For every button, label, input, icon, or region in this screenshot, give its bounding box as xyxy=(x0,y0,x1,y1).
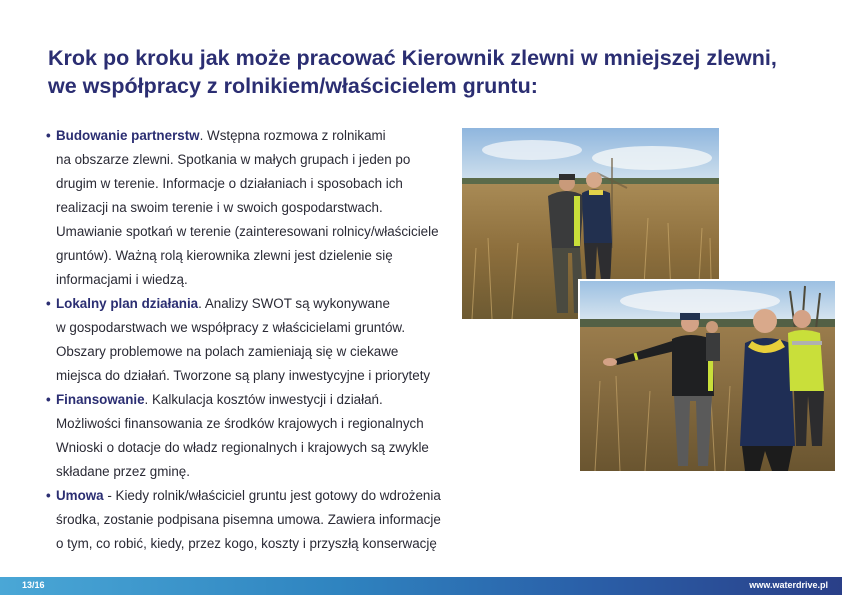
bullet-first-line xyxy=(56,484,466,508)
bullet-line: w gospodarstwach we współpracy z właścicielami gruntów. xyxy=(56,320,406,335)
bullet-financing xyxy=(46,388,466,484)
bullet-line: Obszary problemowe na polach zamieniają się w ciekawe xyxy=(56,344,399,359)
bullet-marker: • xyxy=(46,296,51,311)
bullet-line: na obszarze zlewni. Spotkania w małych grupach i jeden po xyxy=(56,152,411,167)
footer-bar xyxy=(0,577,842,595)
field-photo-2 xyxy=(580,281,835,471)
bullet-partnerships xyxy=(46,124,466,292)
page-title xyxy=(48,44,808,100)
bullet-first-line xyxy=(56,388,466,412)
bullet-line: środka, zostanie podpisana pisemna umowa. Zawiera informacje xyxy=(56,512,441,527)
bullet-first-rest: . Wstępna rozmowa z rolnikami xyxy=(199,128,386,143)
bullet-heading: Lokalny plan działania xyxy=(56,296,199,311)
website-link[interactable]: www.waterdrive.pl xyxy=(749,580,828,590)
bullet-first-line xyxy=(56,292,466,316)
title-line-1: Krok po kroku jak może pracować Kierownik zlewni w mniejszej zlewni, xyxy=(48,46,777,70)
bullet-line: miejsca do działań. Tworzone są plany inwestycyjne i priorytety xyxy=(56,368,431,383)
bullet-line: informacjami i wiedzą. xyxy=(56,272,188,287)
bullet-line: Wnioski o dotacje do władz regionalnych i krajowych są zwykle xyxy=(56,440,429,455)
bullet-line: realizacji na swoim terenie i w swoich gospodarstwach. xyxy=(56,200,383,215)
page-number: 13/16 xyxy=(22,580,45,590)
bullet-first-rest: . Analizy SWOT są wykonywane xyxy=(198,296,390,311)
bullet-list xyxy=(46,124,466,556)
bullet-first-rest: - Kiedy rolnik/właściciel gruntu jest gotowy do wdrożenia xyxy=(103,488,441,503)
bullet-heading: Finansowanie xyxy=(56,392,145,407)
bullet-line: o tym, co robić, kiedy, przez kogo, koszty i przyszłą konserwację xyxy=(56,536,437,551)
bullet-line: drugim w terenie. Informacje o działaniach i sposobach ich xyxy=(56,176,403,191)
bullet-line: Umawianie spotkań w terenie (zainteresowani rolnicy/właściciele xyxy=(56,224,439,239)
bullet-line: składane przez gminę. xyxy=(56,464,190,479)
bullet-first-line xyxy=(56,124,466,148)
bullet-agreement xyxy=(46,484,466,556)
title-line-2: we współpracy z rolnikiem/właścicielem gruntu: xyxy=(48,74,538,98)
bullet-line: Możliwości finansowania ze środków krajowych i regionalnych xyxy=(56,416,424,431)
bullet-heading: Umowa xyxy=(56,488,104,503)
bullet-marker: • xyxy=(46,128,51,143)
bullet-marker: • xyxy=(46,488,51,503)
bullet-first-rest: . Kalkulacja kosztów inwestycji i działań. xyxy=(144,392,383,407)
field-photo-2-image xyxy=(580,281,835,471)
bullet-marker: • xyxy=(46,392,51,407)
bullet-line: gruntów). Ważną rolą kierownika zlewni jest dzielenie się xyxy=(56,248,393,263)
bullet-heading: Budowanie partnerstw xyxy=(56,128,200,143)
bullet-local-plan xyxy=(46,292,466,388)
